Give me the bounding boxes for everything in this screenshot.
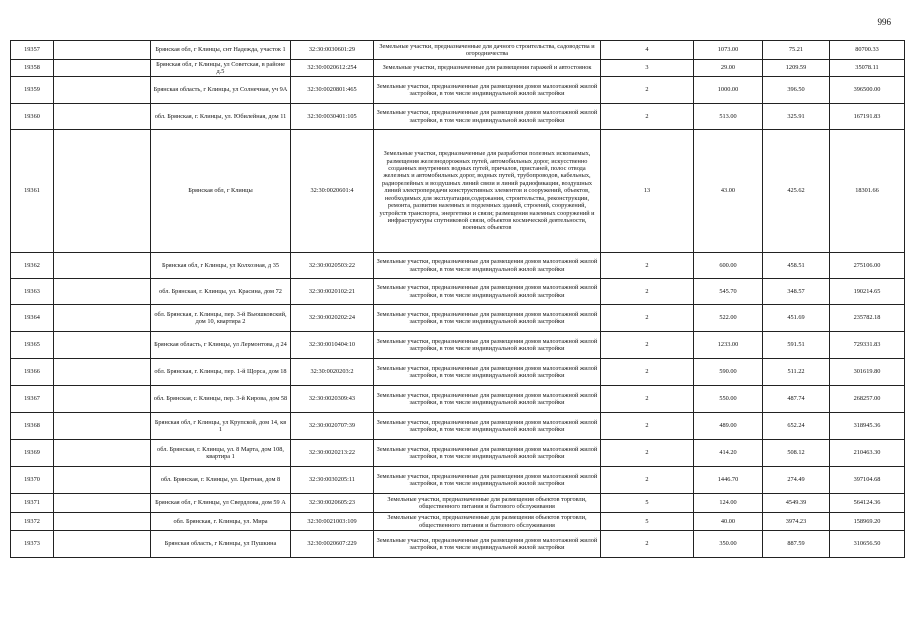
cell-group: 2 (601, 253, 694, 279)
cell-land-use: Земельные участки, предназначенные для размещения домов малоэтажной жилой застройки, в том числе индивидуальной жилой застройки (374, 253, 601, 279)
cell-empty (54, 494, 151, 513)
cell-address: обл. Брянская, г. Клинцы, ул. Красина, дом 72 (151, 279, 291, 305)
cell-empty (54, 130, 151, 253)
cell-record-number: 19368 (11, 413, 54, 440)
cell-land-use: Земельные участки, предназначенные для размещения домов малоэтажной жилой застройки, в том числе индивидуальной жилой застройки (374, 413, 601, 440)
cell-cadastral-number: 32:30:0020601:4 (291, 130, 374, 253)
table-body (11, 41, 905, 558)
table-row (11, 386, 905, 413)
table-row (11, 413, 905, 440)
cell-land-use: Земельные участки, предназначенные для размещения домов малоэтажной жилой застройки, в том числе индивидуальной жилой застройки (374, 77, 601, 104)
cell-cadastral-number: 32:30:0020503:22 (291, 253, 374, 279)
cell-area: 1446.70 (694, 467, 763, 494)
cell-group: 2 (601, 386, 694, 413)
cell-group: 2 (601, 279, 694, 305)
cell-cadastral-value: 18301.66 (830, 130, 905, 253)
cell-address: Брянская обл, г Клинцы, ул Советская, в районе д.5 (151, 60, 291, 77)
cell-specific-value: 396.50 (763, 77, 830, 104)
cell-cadastral-value: 35078.11 (830, 60, 905, 77)
cell-empty (54, 386, 151, 413)
cell-area: 545.70 (694, 279, 763, 305)
cell-land-use: Земельные участки, предназначенные для размещения домов малоэтажной жилой застройки, в том числе индивидуальной жилой застройки (374, 305, 601, 332)
cell-empty (54, 41, 151, 60)
table-row (11, 130, 905, 253)
cell-land-use: Земельные участки, предназначенные для размещения объектов торговли, общественного питания и бытового обслуживания (374, 494, 601, 513)
cell-empty (54, 467, 151, 494)
table-row (11, 531, 905, 558)
cell-land-use: Земельные участки, предназначенные для размещения домов малоэтажной жилой застройки, в том числе индивидуальной жилой застройки (374, 440, 601, 467)
table-row (11, 279, 905, 305)
table-row (11, 104, 905, 130)
cell-cadastral-number: 32:30:0020213:22 (291, 440, 374, 467)
cell-cadastral-number: 32:30:0030601:29 (291, 41, 374, 60)
cell-land-use: Земельные участки, предназначенные для размещения домов малоэтажной жилой застройки, в том числе индивидуальной жилой застройки (374, 359, 601, 386)
cell-address: обл. Брянская, г. Клинцы, пер. 1-й Щорса, дом 18 (151, 359, 291, 386)
cell-group: 2 (601, 440, 694, 467)
cell-area: 40.00 (694, 513, 763, 531)
cell-land-use: Земельные участки, предназначенные для размещения домов малоэтажной жилой застройки, в том числе индивидуальной жилой застройки (374, 279, 601, 305)
cell-land-use: Земельные участки, предназначенные для размещения объектов торговли, общественного питания и бытового обслуживания (374, 513, 601, 531)
cell-group: 5 (601, 513, 694, 531)
cell-empty (54, 253, 151, 279)
cell-group: 2 (601, 104, 694, 130)
cell-specific-value: 508.12 (763, 440, 830, 467)
cell-specific-value: 3974.23 (763, 513, 830, 531)
cell-empty (54, 513, 151, 531)
cell-group: 2 (601, 332, 694, 359)
cell-specific-value: 487.74 (763, 386, 830, 413)
cell-address: Брянская обл, г Клинцы, ул Колхозная, д 35 (151, 253, 291, 279)
cell-empty (54, 305, 151, 332)
cell-empty (54, 332, 151, 359)
table-row (11, 253, 905, 279)
cell-land-use: Земельные участки, предназначенные для размещения домов малоэтажной жилой застройки, в том числе индивидуальной жилой застройки (374, 104, 601, 130)
cell-land-use: Земельные участки, предназначенные для размещения домов малоэтажной жилой застройки, в том числе индивидуальной жилой застройки (374, 386, 601, 413)
cell-address: обл. Брянская, г. Клинцы, ул. Юбилейная, дом 11 (151, 104, 291, 130)
cell-group: 2 (601, 77, 694, 104)
cell-group: 2 (601, 531, 694, 558)
cell-land-use: Земельные участки, предназначенные для размещения домов малоэтажной жилой застройки, в том числе индивидуальной жилой застройки (374, 467, 601, 494)
cell-cadastral-value: 210463.30 (830, 440, 905, 467)
cell-address: обл. Брянская, г. Клинцы, ул. Мира (151, 513, 291, 531)
cell-address: Брянская обл, г Клинцы, ул Свердлова, дом 59 А (151, 494, 291, 513)
cell-group: 5 (601, 494, 694, 513)
cell-land-use: Земельные участки, предназначенные для размещения домов малоэтажной жилой застройки, в том числе индивидуальной жилой застройки (374, 531, 601, 558)
cell-record-number: 19364 (11, 305, 54, 332)
cell-group: 2 (601, 359, 694, 386)
cell-specific-value: 425.62 (763, 130, 830, 253)
cell-address: обл. Брянская, г. Клинцы, пер. 3-й Кирова, дом 58 (151, 386, 291, 413)
cell-land-use: Земельные участки, предназначенные для разработки полезных ископаемых, размещения железнодорожных путей, автомобильных дорог, искусственно созданных внутренних водных путей, причалов, пристаней, полос отвода железных и автомобильных дорог, водных путей, трубопроводов, кабельных, радиорелейных и воздушных линий связи и линий радиофикации, воздушных линий электропередачи конструктивных элементов и сооружений, объектов, необходимых для эксплуатации,содержания, строительства, реконструкции, ремонта, развития наземных и подземных зданий, строений, сооружений, устройств транспорта, энергетики и связи; размещения наземных сооружений и инфраструктуры спутниковой связи, объектов космической деятельности, военных объектов (374, 130, 601, 253)
cell-cadastral-value: 158969.20 (830, 513, 905, 531)
cell-record-number: 19357 (11, 41, 54, 60)
cell-specific-value: 274.49 (763, 467, 830, 494)
cell-area: 414.20 (694, 440, 763, 467)
page-number: 996 (877, 17, 891, 27)
cell-cadastral-value: 275106.00 (830, 253, 905, 279)
cell-cadastral-number: 32:30:0020309:43 (291, 386, 374, 413)
cell-cadastral-number: 32:30:0020801:465 (291, 77, 374, 104)
cell-area: 124.00 (694, 494, 763, 513)
cell-cadastral-number: 32:30:0030401:105 (291, 104, 374, 130)
cell-record-number: 19366 (11, 359, 54, 386)
cell-record-number: 19361 (11, 130, 54, 253)
cell-cadastral-number: 32:30:0021003:109 (291, 513, 374, 531)
cell-area: 29.00 (694, 60, 763, 77)
cell-area: 550.00 (694, 386, 763, 413)
cell-address: Брянская область, г Клинцы, ул Солнечная, уч 9А (151, 77, 291, 104)
cell-record-number: 19373 (11, 531, 54, 558)
table-row (11, 41, 905, 60)
cell-cadastral-number: 32:30:0020102:21 (291, 279, 374, 305)
cell-address: Брянская область, г Клинцы, ул Пушкина (151, 531, 291, 558)
table-row (11, 77, 905, 104)
cell-group: 2 (601, 413, 694, 440)
cell-address: обл. Брянская, г. Клинцы, пер. 3-й Вьюшковский, дом 10, квартира 2 (151, 305, 291, 332)
cell-specific-value: 458.51 (763, 253, 830, 279)
cell-area: 350.00 (694, 531, 763, 558)
cell-cadastral-number: 32:30:0030205:11 (291, 467, 374, 494)
cell-address: Брянская обл, г Клинцы, снт Надежда, участок 1 (151, 41, 291, 60)
cell-specific-value: 591.51 (763, 332, 830, 359)
cell-cadastral-value: 190214.65 (830, 279, 905, 305)
cell-record-number: 19371 (11, 494, 54, 513)
cell-area: 43.00 (694, 130, 763, 253)
cell-cadastral-value: 268257.00 (830, 386, 905, 413)
cell-address: Брянская обл, г Клинцы, ул Крупской, дом 14, кв 1 (151, 413, 291, 440)
cell-area: 513.00 (694, 104, 763, 130)
cell-area: 1233.00 (694, 332, 763, 359)
cell-group: 2 (601, 467, 694, 494)
cell-record-number: 19363 (11, 279, 54, 305)
cell-cadastral-number: 32:30:0020707:39 (291, 413, 374, 440)
cell-empty (54, 104, 151, 130)
cell-empty (54, 60, 151, 77)
cell-specific-value: 325.91 (763, 104, 830, 130)
cell-specific-value: 652.24 (763, 413, 830, 440)
cell-record-number: 19359 (11, 77, 54, 104)
table-row (11, 494, 905, 513)
cell-area: 600.00 (694, 253, 763, 279)
cell-group: 4 (601, 41, 694, 60)
cell-address: Брянская обл, г Клинцы (151, 130, 291, 253)
cell-specific-value: 451.69 (763, 305, 830, 332)
cell-address: Брянская область, г Клинцы, ул Лермонтова, д 24 (151, 332, 291, 359)
land-registry-table (10, 40, 905, 558)
cell-cadastral-value: 301619.80 (830, 359, 905, 386)
table-row (11, 440, 905, 467)
cell-empty (54, 77, 151, 104)
cell-area: 1073.00 (694, 41, 763, 60)
cell-record-number: 19358 (11, 60, 54, 77)
cell-cadastral-value: 167191.83 (830, 104, 905, 130)
cell-address: обл. Брянская, г. Клинцы, ул. 8 Марта, дом 108, квартира 1 (151, 440, 291, 467)
cell-record-number: 19360 (11, 104, 54, 130)
cell-cadastral-value: 310656.50 (830, 531, 905, 558)
cell-empty (54, 359, 151, 386)
cell-specific-value: 4549.39 (763, 494, 830, 513)
cell-land-use: Земельные участки, предназначенные для размещения домов малоэтажной жилой застройки, в том числе индивидуальной жилой застройки (374, 332, 601, 359)
cell-cadastral-number: 32:30:0020203:2 (291, 359, 374, 386)
cell-cadastral-number: 32:30:0020612:254 (291, 60, 374, 77)
cell-cadastral-number: 32:30:0020202:24 (291, 305, 374, 332)
cell-cadastral-value: 318945.36 (830, 413, 905, 440)
cell-cadastral-value: 235782.18 (830, 305, 905, 332)
cell-record-number: 19367 (11, 386, 54, 413)
cell-record-number: 19372 (11, 513, 54, 531)
cell-cadastral-value: 729331.83 (830, 332, 905, 359)
cell-area: 489.00 (694, 413, 763, 440)
table-row (11, 467, 905, 494)
table-row (11, 359, 905, 386)
cell-area: 522.00 (694, 305, 763, 332)
cell-record-number: 19365 (11, 332, 54, 359)
cell-record-number: 19362 (11, 253, 54, 279)
cell-empty (54, 279, 151, 305)
cell-cadastral-value: 397104.68 (830, 467, 905, 494)
cell-cadastral-value: 80700.33 (830, 41, 905, 60)
cell-specific-value: 348.57 (763, 279, 830, 305)
cell-specific-value: 75.21 (763, 41, 830, 60)
cell-cadastral-value: 396500.00 (830, 77, 905, 104)
cell-specific-value: 887.59 (763, 531, 830, 558)
cell-group: 13 (601, 130, 694, 253)
cell-specific-value: 1209.59 (763, 60, 830, 77)
table-row (11, 60, 905, 77)
cell-group: 2 (601, 305, 694, 332)
cell-group: 3 (601, 60, 694, 77)
cell-land-use: Земельные участки, предназначенные для дачного строительства, садоводства и огородничества (374, 41, 601, 60)
cell-empty (54, 531, 151, 558)
cell-area: 590.00 (694, 359, 763, 386)
cell-empty (54, 413, 151, 440)
cell-empty (54, 440, 151, 467)
cell-specific-value: 511.22 (763, 359, 830, 386)
cell-cadastral-number: 32:30:0020607:229 (291, 531, 374, 558)
cell-cadastral-value: 564124.36 (830, 494, 905, 513)
table-row (11, 332, 905, 359)
cell-cadastral-number: 32:30:0020605:23 (291, 494, 374, 513)
cell-address: обл. Брянская, г. Клинцы, ул. Цветная, дом 8 (151, 467, 291, 494)
table-row (11, 513, 905, 531)
cell-cadastral-number: 32:30:0010404:10 (291, 332, 374, 359)
cell-record-number: 19369 (11, 440, 54, 467)
cell-area: 1000.00 (694, 77, 763, 104)
table-row (11, 305, 905, 332)
cell-land-use: Земельные участки, предназначенные для размещения гаражей и автостоянок (374, 60, 601, 77)
cell-record-number: 19370 (11, 467, 54, 494)
